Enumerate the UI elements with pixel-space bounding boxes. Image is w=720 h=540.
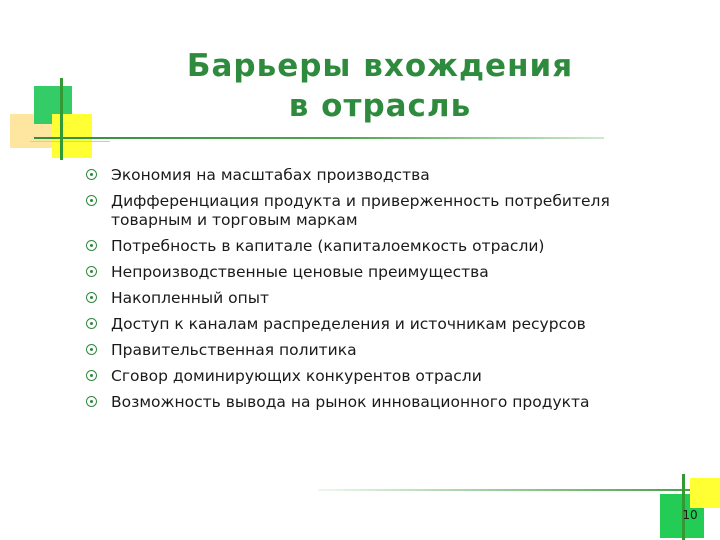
bullet-item (86, 367, 646, 386)
slide-title-line2: в отрасль (288, 88, 472, 124)
bullet-text: Сговор доминирующих конкурентов отрасли (111, 367, 482, 385)
bullet-item (86, 192, 646, 230)
bullet-text: Непроизводственные ценовые преимущества (111, 263, 489, 281)
slide-title-line1: Барьеры вхождения (186, 48, 574, 84)
bullet-text: Правительственная политика (111, 341, 357, 359)
bullet-text: Дифференциация продукта и приверженность потребителя товарным и торговым маркам (111, 192, 610, 229)
decor-yellow-square-footer (690, 478, 720, 508)
page-number: 10 (682, 508, 698, 522)
bullet-text: Потребность в капитале (капиталоемкость отрасли) (111, 237, 545, 255)
bullet-item (86, 237, 646, 256)
title-underline (34, 137, 604, 139)
circle-bullet-icon (86, 195, 97, 206)
decor-yellow-square (52, 114, 92, 158)
bullet-text: Доступ к каналам распределения и источникам ресурсов (111, 315, 586, 333)
decor-vertical-line-footer (682, 474, 685, 540)
bullet-item (86, 166, 646, 185)
decor-thin-line (30, 141, 110, 142)
bullet-item (86, 315, 646, 334)
bullet-item (86, 341, 646, 360)
slide-title (120, 46, 640, 126)
bullet-text: Накопленный опыт (111, 289, 269, 307)
circle-bullet-icon (86, 240, 97, 251)
circle-bullet-icon (86, 169, 97, 180)
circle-bullet-icon (86, 344, 97, 355)
circle-bullet-icon (86, 370, 97, 381)
bullet-list (86, 166, 646, 419)
footer-line (318, 489, 720, 491)
bullet-item (86, 289, 646, 308)
decor-vertical-line (60, 78, 63, 160)
circle-bullet-icon (86, 396, 97, 407)
circle-bullet-icon (86, 266, 97, 277)
bullet-item (86, 393, 646, 412)
circle-bullet-icon (86, 318, 97, 329)
circle-bullet-icon (86, 292, 97, 303)
bullet-text: Возможность вывода на рынок инновационного продукта (111, 393, 590, 411)
bullet-item (86, 263, 646, 282)
bullet-text: Экономия на масштабах производства (111, 166, 430, 184)
